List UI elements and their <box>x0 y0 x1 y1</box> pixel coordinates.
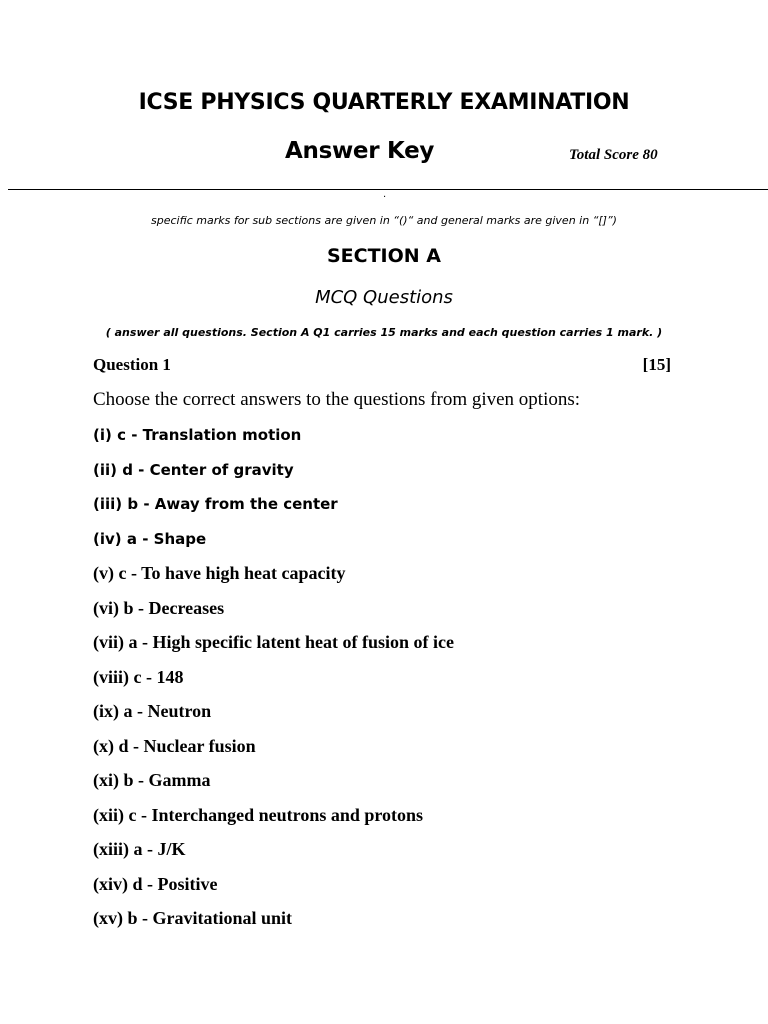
section-heading: SECTION A <box>326 245 441 267</box>
answer-item: (xiii) a - J/K <box>93 839 186 859</box>
answer-key-heading: Answer Key <box>285 138 435 164</box>
exam-title: ICSE PHYSICS QUARTERLY EXAMINATION <box>138 90 630 115</box>
section-instructions: ( answer all questions. Section A Q1 carries 15 marks and each question carries 1 mark. ) <box>105 326 663 339</box>
answer-item: (v) c - To have high heat capacity <box>93 563 346 583</box>
question-label: Question 1 <box>93 355 171 374</box>
answer-item: (xiv) d - Positive <box>93 873 218 894</box>
answer-item: (xi) b - Gamma <box>93 770 211 790</box>
answer-item: (iv) a - Shape <box>93 529 207 548</box>
answer-item: (i) c - Translation motion <box>93 426 302 444</box>
marks-note: specific marks for sub sections are given in “()“ and general marks are given in “[]”) <box>151 214 617 227</box>
answer-item: (ii) d - Center of gravity <box>93 460 294 479</box>
answer-item: (ix) a - Neutron <box>93 701 212 721</box>
section-subheading: MCQ Questions <box>315 287 453 308</box>
header-divider <box>8 189 768 190</box>
question-marks: [15] <box>642 355 671 374</box>
answer-item: (viii) c - 148 <box>93 666 184 687</box>
answer-item: (vi) b - Decreases <box>93 597 225 618</box>
question-prompt: Choose the correct answers to the questions from given options: <box>93 389 581 410</box>
answer-item: (vii) a - High specific latent heat of fusion of ice <box>93 632 454 652</box>
answer-list <box>93 424 454 942</box>
answer-item: (xv) b - Gravitational unit <box>93 908 293 928</box>
question-header <box>93 355 671 375</box>
total-score: Total Score 80 <box>569 147 658 163</box>
answer-item: (x) d - Nuclear fusion <box>93 735 256 756</box>
divider-dot: . <box>383 189 387 200</box>
answer-item: (iii) b - Away from the center <box>93 495 338 513</box>
answer-item: (xii) c - Interchanged neutrons and protons <box>93 804 424 825</box>
